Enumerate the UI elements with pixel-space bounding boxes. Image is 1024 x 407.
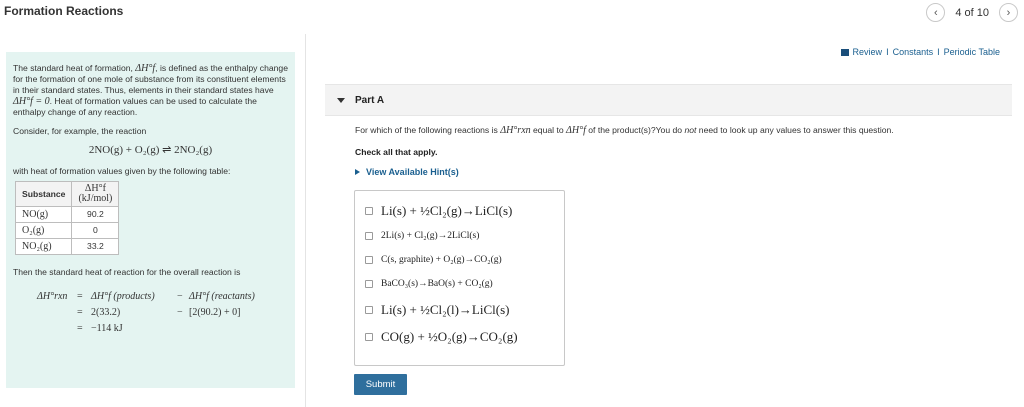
- question-a: For which of the following reactions is: [355, 125, 501, 135]
- panel-divider: [305, 34, 306, 407]
- calc-intro: Then the standard heat of reaction for the overall reaction is: [13, 267, 241, 277]
- calc-products: ΔH°f (products): [91, 290, 155, 302]
- table-header-row: [16, 182, 119, 207]
- periodic-table-link[interactable]: Periodic Table: [943, 47, 1000, 57]
- intro-text: [13, 63, 288, 137]
- review-bar: [841, 47, 1000, 57]
- answer-option[interactable]: [365, 248, 556, 272]
- answer-option[interactable]: [365, 197, 556, 224]
- heat-formation-zero: ΔH°f = 0: [13, 96, 50, 107]
- answer-option-text: Li(s) + ½Cl₂(l)→LiCl(s): [381, 301, 510, 317]
- table-header-substance: Substance: [16, 182, 72, 207]
- checkbox[interactable]: [365, 232, 373, 240]
- answer-option[interactable]: [365, 323, 556, 350]
- question-d: need to look up any values to answer this question.: [696, 125, 894, 135]
- part-a-header[interactable]: [325, 84, 1012, 116]
- intro-text-a: The standard heat of formation,: [13, 63, 136, 73]
- table-row: [16, 223, 119, 239]
- checkbox[interactable]: [365, 280, 373, 288]
- intro-panel: [6, 52, 295, 388]
- calc-row-3: [13, 320, 288, 336]
- calc-reactants: ΔH°f (reactants): [189, 290, 255, 302]
- check-all-instruction: Check all that apply.: [355, 147, 438, 157]
- page-indicator: 4 of 10: [955, 6, 989, 19]
- table-header-value: [72, 182, 119, 207]
- calc-reactants-value: [2(90.2) + 0]: [189, 306, 241, 318]
- checkbox[interactable]: [365, 333, 373, 341]
- calc-equals: =: [77, 322, 83, 334]
- caret-down-icon: [337, 98, 345, 103]
- submit-button[interactable]: Submit: [354, 374, 407, 395]
- question-hf-symbol: ΔH°f: [566, 125, 586, 136]
- answer-option-text: Li(s) + ½Cl₂(g)→LiCl(s): [381, 202, 513, 218]
- table-header-value-unit: (kJ/mol): [78, 193, 113, 204]
- answer-option[interactable]: [365, 296, 556, 323]
- answer-option-text: C(s, graphite) + O₂(g)→CO₂(g): [381, 255, 502, 265]
- checkbox[interactable]: [365, 306, 373, 314]
- question-text: [355, 125, 1015, 136]
- review-link[interactable]: Review: [852, 47, 883, 57]
- header: [0, 0, 1024, 26]
- calc-minus: −: [177, 290, 183, 302]
- pager: [926, 3, 1018, 22]
- view-hints-label: View Available Hint(s): [366, 167, 459, 177]
- answer-option[interactable]: [365, 272, 556, 296]
- calc-products-value: 2(33.2): [91, 306, 121, 318]
- intro-text-b: , is defined as the enthalpy change for the formation of one mole of substance from its constituent elements in their standard states. Thus, elements in their standard states have: [13, 63, 288, 95]
- calculation: [13, 288, 288, 336]
- intro-text-c: . Heat of formation values can be used to calculate the enthalpy change of any reaction.: [13, 96, 257, 117]
- calc-lhs: ΔH°rxn: [37, 290, 68, 302]
- calc-row-2: [13, 304, 288, 320]
- question-not: not: [684, 125, 697, 135]
- answer-option-text: 2Li(s) + Cl₂(g)→2LiCl(s): [381, 231, 480, 241]
- table-row: [16, 239, 119, 255]
- question-b: equal to: [530, 125, 566, 135]
- chevron-right-icon[interactable]: ›: [999, 3, 1018, 22]
- table-cell-value: 90.2: [72, 207, 119, 223]
- checkbox[interactable]: [365, 207, 373, 215]
- table-cell-substance: NO(g): [16, 207, 72, 223]
- table-intro: with heat of formation values given by the following table:: [13, 166, 231, 176]
- view-hints-link[interactable]: [355, 167, 459, 177]
- answer-option-text: BaCO₃(s)→BaO(s) + CO₂(g): [381, 279, 493, 289]
- question-rxn-symbol: ΔH°rxn: [500, 125, 531, 136]
- example-reaction: 2NO(g) + O₂(g) ⇌ 2NO₂(g): [88, 144, 213, 156]
- table-cell-value: 33.2: [72, 239, 119, 255]
- answer-option[interactable]: [365, 224, 556, 248]
- page-title: Formation Reactions: [4, 4, 124, 18]
- review-icon: [841, 49, 849, 56]
- table-cell-substance: O₂(g): [16, 223, 72, 239]
- intro-paragraph-1: [13, 63, 288, 118]
- heat-of-formation-table: [15, 181, 119, 255]
- table-header-value-top: ΔH°f: [84, 183, 106, 194]
- answer-option-text: CO(g) + ½O₂(g)→CO₂(g): [381, 328, 518, 344]
- chevron-left-icon[interactable]: ‹: [926, 3, 945, 22]
- separator: I: [937, 47, 940, 57]
- calc-equals: =: [77, 290, 83, 302]
- table-cell-substance: NO₂(g): [16, 239, 72, 255]
- caret-right-icon: [355, 169, 360, 175]
- answer-options: [354, 190, 565, 366]
- question-c: of the product(s)?You do: [585, 125, 685, 135]
- calc-row-1: [13, 288, 288, 304]
- calc-equals: =: [77, 306, 83, 318]
- calc-minus: −: [177, 306, 183, 318]
- constants-link[interactable]: Constants: [892, 47, 934, 57]
- separator: I: [886, 47, 889, 57]
- part-a-label: Part A: [355, 94, 385, 106]
- table-row: [16, 207, 119, 223]
- table-cell-value: 0: [72, 223, 119, 239]
- intro-paragraph-2: Consider, for example, the reaction: [13, 126, 147, 136]
- heat-formation-symbol: ΔH°f: [135, 63, 156, 74]
- calc-result: −114 kJ: [91, 322, 123, 334]
- checkbox[interactable]: [365, 256, 373, 264]
